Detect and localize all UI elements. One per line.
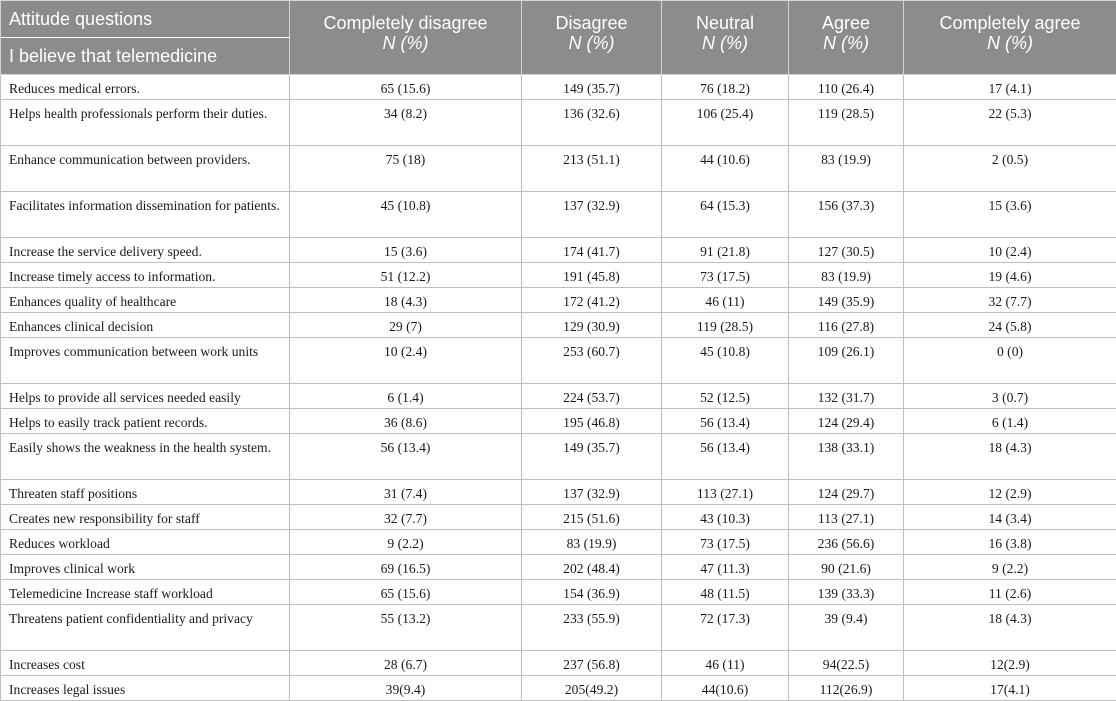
value-cell-agree: 156 (37.3) bbox=[789, 192, 904, 238]
question-cell: Easily shows the weakness in the health system. bbox=[1, 434, 290, 480]
value-cell-completely-disagree: 34 (8.2) bbox=[290, 100, 522, 146]
table-row bbox=[1, 605, 1116, 651]
value-cell-completely-agree: 9 (2.2) bbox=[904, 555, 1116, 580]
question-cell: Reduces medical errors. bbox=[1, 75, 290, 100]
value-cell-disagree: 202 (48.4) bbox=[522, 555, 662, 580]
value-cell-completely-disagree: 65 (15.6) bbox=[290, 75, 522, 100]
value-cell-neutral: 76 (18.2) bbox=[662, 75, 789, 100]
value-cell-neutral: 47 (11.3) bbox=[662, 555, 789, 580]
value-cell-neutral: 72 (17.3) bbox=[662, 605, 789, 651]
table-row bbox=[1, 238, 1116, 263]
value-cell-completely-agree: 12(2.9) bbox=[904, 651, 1116, 676]
value-cell-completely-disagree: 6 (1.4) bbox=[290, 384, 522, 409]
value-cell-disagree: 149 (35.7) bbox=[522, 434, 662, 480]
table-row bbox=[1, 384, 1116, 409]
value-cell-disagree: 195 (46.8) bbox=[522, 409, 662, 434]
value-cell-disagree: 215 (51.6) bbox=[522, 505, 662, 530]
value-cell-agree: 138 (33.1) bbox=[789, 434, 904, 480]
value-cell-completely-disagree: 31 (7.4) bbox=[290, 480, 522, 505]
table-row bbox=[1, 505, 1116, 530]
question-cell: Reduces workload bbox=[1, 530, 290, 555]
value-cell-disagree: 149 (35.7) bbox=[522, 75, 662, 100]
value-cell-disagree: 172 (41.2) bbox=[522, 288, 662, 313]
value-cell-completely-agree: 3 (0.7) bbox=[904, 384, 1116, 409]
question-cell: Enhances clinical decision bbox=[1, 313, 290, 338]
value-cell-disagree: 174 (41.7) bbox=[522, 238, 662, 263]
value-cell-neutral: 56 (13.4) bbox=[662, 434, 789, 480]
value-cell-agree: 116 (27.8) bbox=[789, 313, 904, 338]
value-cell-neutral: 113 (27.1) bbox=[662, 480, 789, 505]
value-cell-disagree: 129 (30.9) bbox=[522, 313, 662, 338]
value-cell-agree: 149 (35.9) bbox=[789, 288, 904, 313]
value-cell-neutral: 44 (10.6) bbox=[662, 146, 789, 192]
table-row bbox=[1, 288, 1116, 313]
value-cell-completely-agree: 18 (4.3) bbox=[904, 434, 1116, 480]
value-cell-disagree: 224 (53.7) bbox=[522, 384, 662, 409]
value-cell-disagree: 137 (32.9) bbox=[522, 480, 662, 505]
value-cell-agree: 124 (29.4) bbox=[789, 409, 904, 434]
value-cell-disagree: 237 (56.8) bbox=[522, 651, 662, 676]
table-header bbox=[1, 1, 1116, 75]
value-cell-agree: 110 (26.4) bbox=[789, 75, 904, 100]
value-cell-completely-disagree: 9 (2.2) bbox=[290, 530, 522, 555]
value-cell-agree: 132 (31.7) bbox=[789, 384, 904, 409]
value-cell-agree: 90 (21.6) bbox=[789, 555, 904, 580]
value-cell-completely-disagree: 56 (13.4) bbox=[290, 434, 522, 480]
table-row bbox=[1, 100, 1116, 146]
col-header-completely-disagree: Completely disagree N (%) bbox=[290, 1, 522, 75]
question-cell: Helps to easily track patient records. bbox=[1, 409, 290, 434]
value-cell-completely-agree: 10 (2.4) bbox=[904, 238, 1116, 263]
table-row bbox=[1, 676, 1116, 701]
value-cell-agree: 83 (19.9) bbox=[789, 146, 904, 192]
question-cell: Helps to provide all services needed easily bbox=[1, 384, 290, 409]
value-cell-disagree: 83 (19.9) bbox=[522, 530, 662, 555]
table-row bbox=[1, 434, 1116, 480]
value-cell-completely-agree: 11 (2.6) bbox=[904, 580, 1116, 605]
col-header-completely-agree: Completely agree N (%) bbox=[904, 1, 1116, 75]
question-cell: Facilitates information dissemination for patients. bbox=[1, 192, 290, 238]
value-cell-neutral: 119 (28.5) bbox=[662, 313, 789, 338]
value-cell-neutral: 43 (10.3) bbox=[662, 505, 789, 530]
question-cell: Increase the service delivery speed. bbox=[1, 238, 290, 263]
value-cell-completely-agree: 22 (5.3) bbox=[904, 100, 1116, 146]
table-row bbox=[1, 263, 1116, 288]
value-cell-completely-disagree: 69 (16.5) bbox=[290, 555, 522, 580]
col-header-disagree: Disagree N (%) bbox=[522, 1, 662, 75]
value-cell-neutral: 45 (10.8) bbox=[662, 338, 789, 384]
value-cell-agree: 39 (9.4) bbox=[789, 605, 904, 651]
value-cell-completely-disagree: 65 (15.6) bbox=[290, 580, 522, 605]
value-cell-neutral: 46 (11) bbox=[662, 288, 789, 313]
value-cell-completely-disagree: 10 (2.4) bbox=[290, 338, 522, 384]
value-cell-completely-disagree: 51 (12.2) bbox=[290, 263, 522, 288]
value-cell-completely-agree: 15 (3.6) bbox=[904, 192, 1116, 238]
value-cell-disagree: 191 (45.8) bbox=[522, 263, 662, 288]
value-cell-completely-disagree: 36 (8.6) bbox=[290, 409, 522, 434]
value-cell-completely-agree: 17 (4.1) bbox=[904, 75, 1116, 100]
table-row bbox=[1, 338, 1116, 384]
table-row bbox=[1, 313, 1116, 338]
value-cell-completely-disagree: 55 (13.2) bbox=[290, 605, 522, 651]
col-header-neutral: Neutral N (%) bbox=[662, 1, 789, 75]
value-cell-agree: 94(22.5) bbox=[789, 651, 904, 676]
value-cell-completely-agree: 2 (0.5) bbox=[904, 146, 1116, 192]
value-cell-neutral: 64 (15.3) bbox=[662, 192, 789, 238]
value-cell-disagree: 213 (51.1) bbox=[522, 146, 662, 192]
value-cell-completely-disagree: 45 (10.8) bbox=[290, 192, 522, 238]
col-header-agree: Agree N (%) bbox=[789, 1, 904, 75]
value-cell-agree: 119 (28.5) bbox=[789, 100, 904, 146]
value-cell-disagree: 205(49.2) bbox=[522, 676, 662, 701]
question-cell: Improves communication between work units bbox=[1, 338, 290, 384]
table-row bbox=[1, 75, 1116, 100]
value-cell-completely-disagree: 18 (4.3) bbox=[290, 288, 522, 313]
question-cell: Increases cost bbox=[1, 651, 290, 676]
value-cell-completely-agree: 18 (4.3) bbox=[904, 605, 1116, 651]
value-cell-completely-agree: 6 (1.4) bbox=[904, 409, 1116, 434]
value-cell-agree: 83 (19.9) bbox=[789, 263, 904, 288]
value-cell-completely-agree: 17(4.1) bbox=[904, 676, 1116, 701]
value-cell-agree: 127 (30.5) bbox=[789, 238, 904, 263]
value-cell-neutral: 56 (13.4) bbox=[662, 409, 789, 434]
value-cell-disagree: 233 (55.9) bbox=[522, 605, 662, 651]
value-cell-agree: 139 (33.3) bbox=[789, 580, 904, 605]
value-cell-completely-agree: 16 (3.8) bbox=[904, 530, 1116, 555]
table-row bbox=[1, 580, 1116, 605]
value-cell-neutral: 46 (11) bbox=[662, 651, 789, 676]
question-cell: Enhances quality of healthcare bbox=[1, 288, 290, 313]
value-cell-completely-disagree: 28 (6.7) bbox=[290, 651, 522, 676]
value-cell-agree: 112(26.9) bbox=[789, 676, 904, 701]
question-cell: Creates new responsibility for staff bbox=[1, 505, 290, 530]
value-cell-completely-agree: 19 (4.6) bbox=[904, 263, 1116, 288]
question-cell: Increases legal issues bbox=[1, 676, 290, 701]
value-cell-neutral: 73 (17.5) bbox=[662, 263, 789, 288]
table-row bbox=[1, 530, 1116, 555]
telemedicine-subheader: I believe that telemedicine bbox=[1, 38, 290, 75]
table-row bbox=[1, 651, 1116, 676]
value-cell-disagree: 154 (36.9) bbox=[522, 580, 662, 605]
question-cell: Helps health professionals perform their duties. bbox=[1, 100, 290, 146]
table-row bbox=[1, 146, 1116, 192]
value-cell-disagree: 136 (32.6) bbox=[522, 100, 662, 146]
value-cell-completely-agree: 14 (3.4) bbox=[904, 505, 1116, 530]
value-cell-agree: 124 (29.7) bbox=[789, 480, 904, 505]
table-row bbox=[1, 192, 1116, 238]
value-cell-agree: 109 (26.1) bbox=[789, 338, 904, 384]
value-cell-completely-disagree: 75 (18) bbox=[290, 146, 522, 192]
value-cell-completely-disagree: 29 (7) bbox=[290, 313, 522, 338]
value-cell-completely-disagree: 39(9.4) bbox=[290, 676, 522, 701]
value-cell-neutral: 48 (11.5) bbox=[662, 580, 789, 605]
value-cell-completely-agree: 32 (7.7) bbox=[904, 288, 1116, 313]
value-cell-agree: 113 (27.1) bbox=[789, 505, 904, 530]
value-cell-completely-disagree: 32 (7.7) bbox=[290, 505, 522, 530]
value-cell-agree: 236 (56.6) bbox=[789, 530, 904, 555]
value-cell-disagree: 253 (60.7) bbox=[522, 338, 662, 384]
table-body bbox=[1, 75, 1116, 701]
value-cell-neutral: 44(10.6) bbox=[662, 676, 789, 701]
question-cell: Telemedicine Increase staff workload bbox=[1, 580, 290, 605]
value-cell-completely-agree: 12 (2.9) bbox=[904, 480, 1116, 505]
value-cell-neutral: 106 (25.4) bbox=[662, 100, 789, 146]
question-cell: Threaten staff positions bbox=[1, 480, 290, 505]
question-cell: Increase timely access to information. bbox=[1, 263, 290, 288]
value-cell-neutral: 52 (12.5) bbox=[662, 384, 789, 409]
value-cell-neutral: 73 (17.5) bbox=[662, 530, 789, 555]
table-row bbox=[1, 409, 1116, 434]
question-cell: Threatens patient confidentiality and privacy bbox=[1, 605, 290, 651]
value-cell-neutral: 91 (21.8) bbox=[662, 238, 789, 263]
value-cell-completely-disagree: 15 (3.6) bbox=[290, 238, 522, 263]
question-cell: Enhance communication between providers. bbox=[1, 146, 290, 192]
value-cell-disagree: 137 (32.9) bbox=[522, 192, 662, 238]
attitude-questions-header: Attitude questions bbox=[1, 1, 290, 38]
value-cell-completely-agree: 24 (5.8) bbox=[904, 313, 1116, 338]
value-cell-completely-agree: 0 (0) bbox=[904, 338, 1116, 384]
table-row bbox=[1, 480, 1116, 505]
question-cell: Improves clinical work bbox=[1, 555, 290, 580]
table-row bbox=[1, 555, 1116, 580]
